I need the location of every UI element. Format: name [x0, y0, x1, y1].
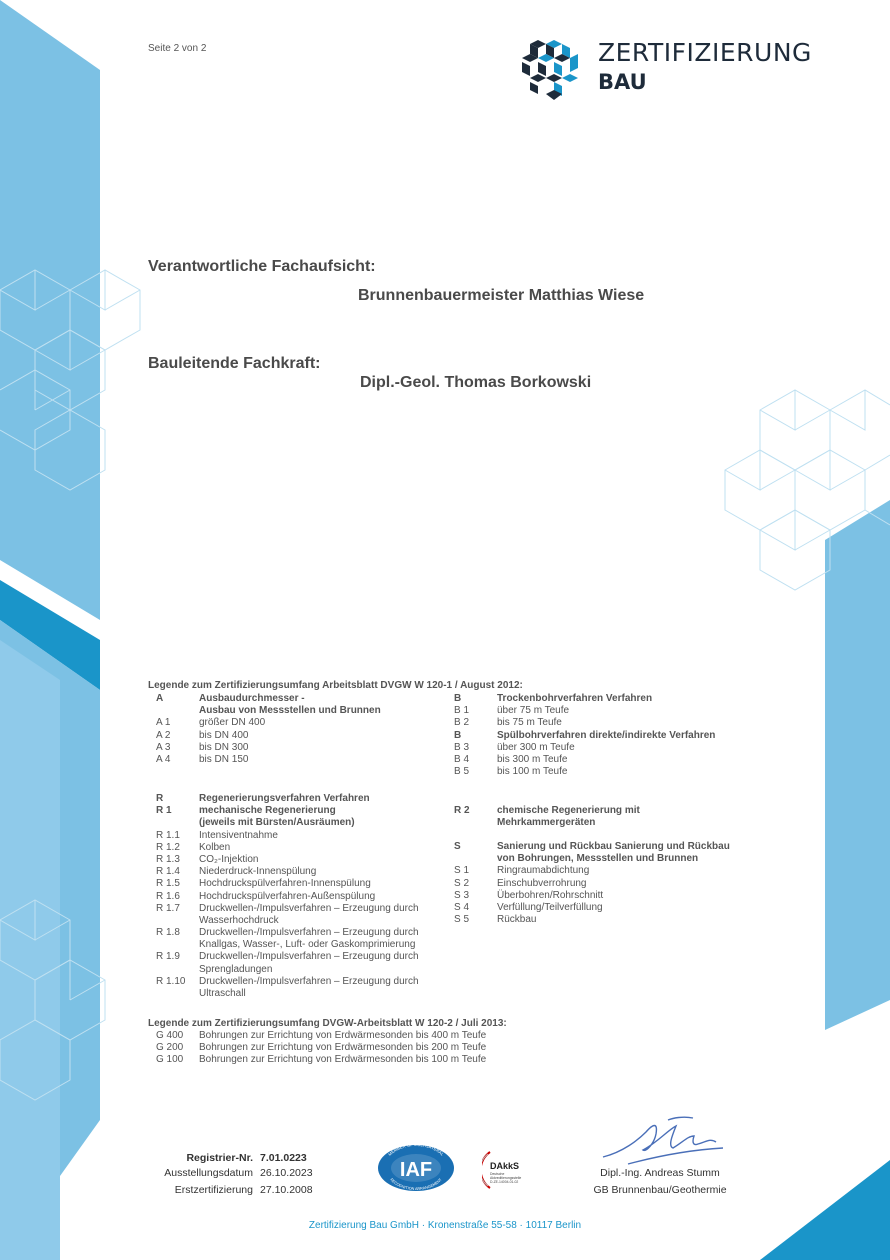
legend2-list: [156, 1030, 556, 1067]
legend-code: R 1.10: [156, 975, 186, 987]
legend1-right-list: [454, 693, 754, 778]
legend-text: Ausbaudurchmesser -: [199, 693, 305, 704]
iaf-text: IAF: [399, 1159, 433, 1181]
legend-text: Spülbohrverfahren direkte/indirekte Verfahren: [497, 729, 716, 741]
legend-text: Knallgas, Wasser-, Luft- oder Gaskomprimierung: [199, 939, 416, 951]
legend-row: [156, 1030, 556, 1042]
legend-code: B 2: [454, 717, 470, 729]
legend-row: [454, 717, 754, 729]
legend-row: [156, 903, 446, 915]
legend-text: bis 75 m Teufe: [497, 717, 562, 729]
legend-code: S: [454, 841, 461, 852]
iaf-ring-bottom: RECOGNITION ARRANGEMENT: [389, 1177, 443, 1192]
logo-line1: ZERTIFIZIERUNG: [598, 38, 812, 67]
legend-row: [156, 754, 446, 766]
legend-row: [156, 976, 446, 988]
legend-text: (jeweils mit Bürsten/Ausräumen): [199, 817, 355, 829]
legend-text: Regenerierungsverfahren Verfahren: [199, 793, 370, 804]
legend-code: A: [156, 693, 164, 704]
legend-row: [156, 742, 446, 754]
dakks-text: DAkkS: [490, 1161, 520, 1171]
legend-row: [156, 951, 446, 963]
legend-text: bis 300 m Teufe: [497, 753, 568, 765]
legend-text: Trockenbohrverfahren Verfahren: [497, 693, 653, 704]
legend-row: [454, 890, 754, 902]
legend-row: [454, 730, 754, 742]
legend-row: [156, 805, 446, 817]
legend-code: B 4: [454, 753, 470, 765]
legend-row: [156, 1042, 556, 1054]
legend-code: A 1: [156, 717, 171, 729]
dakks-sub2: Akkreditierungsstelle: [490, 1176, 522, 1180]
legend-code: R 1.5: [156, 878, 180, 890]
legend-code: R 1.9: [156, 951, 180, 963]
legend-code: R 1.7: [156, 902, 180, 914]
legend-text: Druckwellen-/Impulsverfahren – Erzeugung durch: [199, 902, 419, 914]
legend-code: A 3: [156, 741, 171, 753]
legend-text: Kolben: [199, 841, 231, 853]
legend-row: [156, 717, 446, 729]
legend-text: Bohrungen zur Errichtung von Erdwärmesonden bis 200 m Teufe: [199, 1042, 487, 1054]
legend-row: [454, 817, 754, 829]
legend-code: B 3: [454, 741, 470, 753]
legend-code: R 1.8: [156, 927, 180, 939]
legend-row: [156, 939, 446, 951]
legend-text: über 300 m Teufe: [497, 741, 575, 753]
first-cert-value: 27.10.2008: [260, 1184, 313, 1196]
legend-text: Ringraumabdichtung: [497, 865, 590, 877]
legend-code: S 3: [454, 889, 470, 901]
legend-code: B 5: [454, 766, 470, 778]
legend-row: [156, 854, 446, 866]
signatory-name: Dipl.-Ing. Andreas Stumm: [600, 1167, 720, 1179]
legend-text: bis DN 150: [199, 753, 249, 765]
legend-text: Verfüllung/Teilverfüllung: [497, 901, 603, 913]
legend-code: R 1.6: [156, 890, 180, 902]
legend-code: R 1.3: [156, 853, 180, 865]
legend-row: [156, 964, 446, 976]
page-number: Seite 2 von 2: [148, 43, 207, 54]
legend-text: bis 100 m Teufe: [497, 766, 568, 778]
legend-text: Mehrkammergeräten: [497, 817, 596, 829]
legend-row: [454, 754, 754, 766]
legend-row: [156, 915, 446, 927]
legend-code: R: [156, 793, 164, 804]
legend-text: Sprengladungen: [199, 963, 273, 975]
legend-code: S 4: [454, 901, 470, 913]
legend-row: [156, 705, 446, 717]
legend-text: CO₂-Injektion: [199, 853, 259, 865]
legend-row: [156, 891, 446, 903]
legend-text: chemische Regenerierung mit: [497, 805, 640, 816]
legend-code: A 2: [156, 729, 171, 741]
legend-row: [454, 914, 754, 926]
iaf-logo: [376, 1143, 456, 1193]
supervision-value: Brunnenbauermeister Matthias Wiese: [358, 287, 645, 304]
legend-text: Rückbau: [497, 914, 537, 926]
legend-text: mechanische Regenerierung: [199, 805, 336, 817]
legend1-title: Legende zum Zertifizierungsumfang Arbeitsblatt DVGW W 120-1 / August 2012:: [148, 680, 523, 691]
legend-text: Ausbau von Messstellen und Brunnen: [199, 705, 381, 717]
legend-row: [454, 865, 754, 877]
legend-code: B 1: [454, 705, 470, 717]
legend-text: Druckwellen-/Impulsverfahren – Erzeugung durch: [199, 927, 419, 939]
issue-value: 26.10.2023: [260, 1167, 313, 1179]
legend-text: über 75 m Teufe: [497, 705, 570, 717]
legend-row: [454, 902, 754, 914]
legend-row: [454, 705, 754, 717]
first-cert-label: Erstzertifizierung: [174, 1184, 253, 1196]
legend-code: S 2: [454, 877, 470, 889]
legend-text: von Bohrungen, Messstellen und Brunnen: [497, 853, 699, 865]
legend-code: S 5: [454, 914, 470, 926]
logo-line2: BAU: [598, 70, 647, 94]
reg-value: 7.01.0223: [260, 1152, 307, 1164]
issue-label: Ausstellungsdatum: [164, 1167, 253, 1179]
legend-code: R 2: [454, 805, 470, 816]
legend-code: G 400: [156, 1030, 184, 1041]
legend-code: B: [454, 693, 462, 704]
legend-row: [156, 830, 446, 842]
legend-row: [156, 842, 446, 854]
legend-row: [454, 841, 754, 853]
legend-text: Einschubverrohrung: [497, 877, 587, 889]
legend-text: Bohrungen zur Errichtung von Erdwärmesonden bis 100 m Teufe: [199, 1054, 487, 1066]
legend-text: Druckwellen-/Impulsverfahren – Erzeugung durch: [199, 975, 419, 987]
site-manager-value: Dipl.-Geol. Thomas Borkowski: [360, 374, 592, 391]
legend-row: [156, 878, 446, 890]
legend-text: bis DN 400: [199, 729, 249, 741]
signatory-role: GB Brunnenbau/Geothermie: [593, 1184, 727, 1196]
site-manager-label: Bauleitende Fachkraft:: [148, 355, 321, 372]
legend-row: [454, 742, 754, 754]
legend-row: [156, 988, 446, 1000]
legend-code: R 1.1: [156, 829, 180, 841]
legend-text: bis DN 300: [199, 741, 249, 753]
legend-text: Intensiventnahme: [199, 829, 278, 841]
footer-address: Zertifizierung Bau GmbH · Kronenstraße 55-58 · 10117 Berlin: [308, 1220, 582, 1231]
legend-row: [454, 693, 754, 705]
legend1-left-list: [156, 693, 446, 766]
dakks-logo: [482, 1148, 544, 1192]
legend-text: Bohrungen zur Errichtung von Erdwärmesonden bis 400 m Teufe: [199, 1030, 487, 1041]
reg-label: Registrier-Nr.: [186, 1152, 253, 1164]
signature-drawing: [598, 1112, 728, 1172]
legend-text: Überbohren/Rohrschnitt: [497, 889, 604, 901]
logo-cube-icon: [518, 38, 580, 102]
legend-text: Druckwellen-/Impulsverfahren – Erzeugung durch: [199, 951, 419, 963]
dakks-sub3: D-ZE-14004-01-02: [490, 1180, 519, 1184]
legend-code: R 1: [156, 805, 172, 817]
legend-text: Sanierung und Rückbau Sanierung und Rückbau: [497, 841, 730, 852]
legend-row: [156, 693, 446, 705]
legend-code: G 100: [156, 1054, 184, 1066]
legend-text: größer DN 400: [199, 717, 266, 729]
legend-code: R 1.4: [156, 866, 180, 878]
legend-row: [156, 730, 446, 742]
legend2-title: Legende zum Zertifizierungsumfang DVGW-Arbeitsblatt W 120-2 / Juli 2013:: [148, 1018, 507, 1029]
legend-row: [156, 817, 446, 829]
legend-row: [156, 866, 446, 878]
legend-row: [156, 793, 446, 805]
legend-code: S 1: [454, 865, 470, 877]
legend-text: Niederdruck-Innenspülung: [199, 866, 317, 878]
legend-code: A 4: [156, 753, 171, 765]
legend-code: B: [454, 729, 462, 741]
legend-row: [454, 805, 754, 817]
legend-text: Hochdruckspülverfahren-Innenspülung: [199, 878, 371, 890]
supervision-label: Verantwortliche Fachaufsicht:: [148, 258, 376, 275]
legend-code: G 200: [156, 1042, 184, 1054]
legend-row: [156, 1054, 556, 1066]
legend1-regeneration-list: [156, 793, 446, 1000]
legend-code: R 1.2: [156, 841, 180, 853]
legend1-chemical-list: [454, 805, 754, 829]
legend-text: Hochdruckspülverfahren-Außenspülung: [199, 890, 376, 902]
legend-text: Wasserhochdruck: [199, 914, 279, 926]
legend-row: [454, 766, 754, 778]
legend-text: Ultraschall: [199, 988, 246, 999]
legend1-rehab-list: [454, 841, 754, 926]
legend-row: [156, 927, 446, 939]
iaf-ring-top: MEMBER OF MULTILATERAL: [387, 1143, 445, 1157]
legend-row: [454, 853, 754, 865]
dakks-sub1: Deutsche: [490, 1172, 505, 1176]
legend-row: [454, 878, 754, 890]
